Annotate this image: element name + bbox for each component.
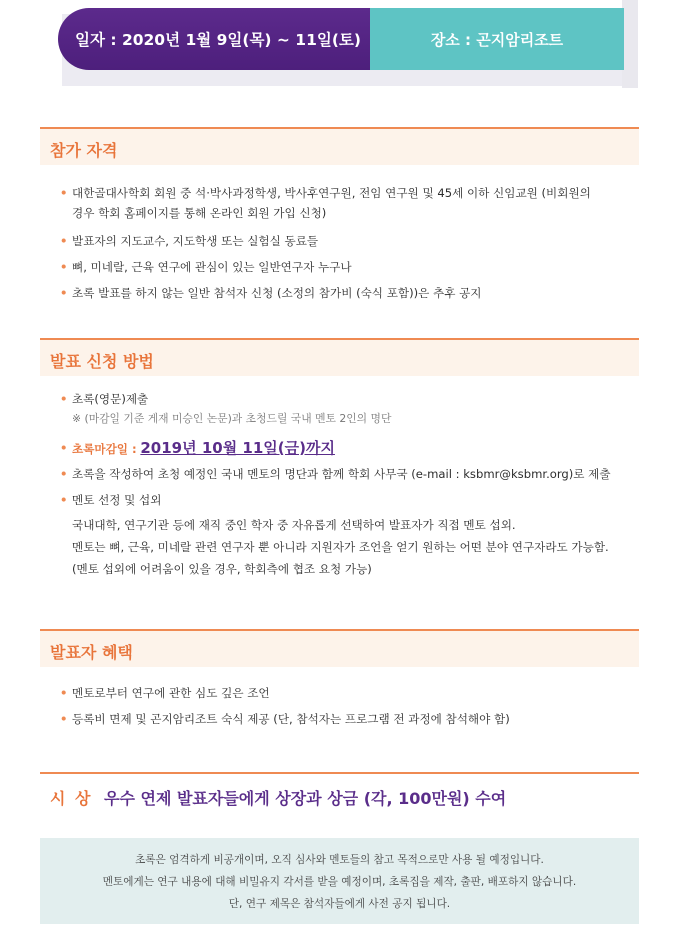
section-header-eligibility (40, 127, 639, 165)
section-title: 발표 신청 방법 (50, 352, 154, 371)
bullet-icon: • (60, 467, 68, 481)
list-item (60, 389, 630, 429)
list-item: • 멘토로부터 연구에 관한 심도 깊은 조언 (60, 683, 630, 703)
bullet-icon: • (60, 234, 68, 248)
mentor-heading: 멘토 선정 및 섭외 (72, 493, 162, 507)
bullet-icon: • (60, 392, 68, 406)
section-header-benefits (40, 629, 639, 667)
list-item (60, 464, 630, 484)
banner-edge (622, 0, 638, 88)
bullet-icon: • (60, 712, 68, 726)
bullet-icon: • (60, 260, 68, 274)
section-header-apply (40, 338, 639, 376)
event-date: 일자 : 2020년 1월 9일(목) ~ 11일(토) (58, 8, 370, 70)
abstract-submission: 초록(영문)제출 (72, 392, 149, 406)
award-text: 우수 연제 발표자들에게 상장과 상금 (각, 100만원) 수여 (104, 789, 507, 808)
list-item: • 뼈, 미네랄, 근육 연구에 관심이 있는 일반연구자 누구나 (60, 257, 630, 277)
bullet-icon: • (60, 186, 68, 200)
list-item (60, 490, 630, 510)
bullet-icon: • (60, 286, 68, 300)
event-banner (58, 8, 624, 70)
note-line: 초록은 엄격하게 비공개이며, 오직 심사와 멘토들의 참고 목적으로만 사용 될 예정입니다. (135, 854, 544, 866)
award-section (40, 772, 639, 818)
confidentiality-note (40, 838, 639, 924)
list-item: • 등록비 면제 및 곤지암리조트 숙식 제공 (단, 참석자는 프로그램 전 과정에 참석해야 함) (60, 709, 630, 729)
list-item: • 초록 발표를 하지 않는 일반 참석자 신청 (소정의 참가비 (숙식 포함))은 추후 공지 (60, 283, 630, 303)
bullet-icon: • (60, 441, 68, 455)
mentor-details: 국내대학, 연구기관 등에 재직 중인 학자 중 자유롭게 선택하여 발표자가 직접 멘토 섭외. 멘토는 뼈, 근육, 미네랄 관련 연구자 뿐 아니라 지원자가 조언을 얻기 원하는 어떤 분야 연구자라도 가능함. (멘토 섭외에 어려움이 있을 경우, 학회측에 협조 요청 가능) (72, 518, 609, 576)
note-line: 단, 연구 제목은 참석자들에게 사전 공지 됩니다. (228, 898, 451, 910)
bullet-icon: • (60, 493, 68, 507)
event-place: 장소 : 곤지암리조트 (370, 8, 624, 70)
abstract-note: ※ (마감일 기준 게재 미승인 논문)과 초청드릴 국내 멘토 2인의 명단 (72, 412, 392, 425)
section-title: 발표자 혜택 (50, 643, 133, 662)
award-label: 시 상 (50, 789, 93, 808)
deadline-value: 2019년 10월 11일(금)까지 (140, 439, 335, 457)
deadline-label: 초록마감일 : (72, 442, 137, 456)
list-item: • 발표자의 지도교수, 지도학생 또는 실험실 동료들 (60, 231, 630, 251)
section-title: 참가 자격 (50, 141, 118, 160)
bullet-icon: • (60, 686, 68, 700)
submit-instruction: 초록을 작성하여 초청 예정인 국내 멘토의 명단과 함께 학회 사무국 (e-mail : ksbmr@ksbmr.org)로 제출 (72, 467, 611, 481)
note-line: 멘토에게는 연구 내용에 대해 비밀유지 각서를 받을 예정이며, 초록집을 제작, 출판, 배포하지 않습니다. (102, 876, 577, 888)
list-item-deadline (60, 438, 630, 459)
list-item: • 대한골대사학회 회원 중 석·박사과정학생, 박사후연구원, 전임 연구원 및 45세 이하 신임교원 (비회원의 경우 학회 홈페이지를 통해 온라인 회원 가입 신청) (60, 183, 630, 223)
